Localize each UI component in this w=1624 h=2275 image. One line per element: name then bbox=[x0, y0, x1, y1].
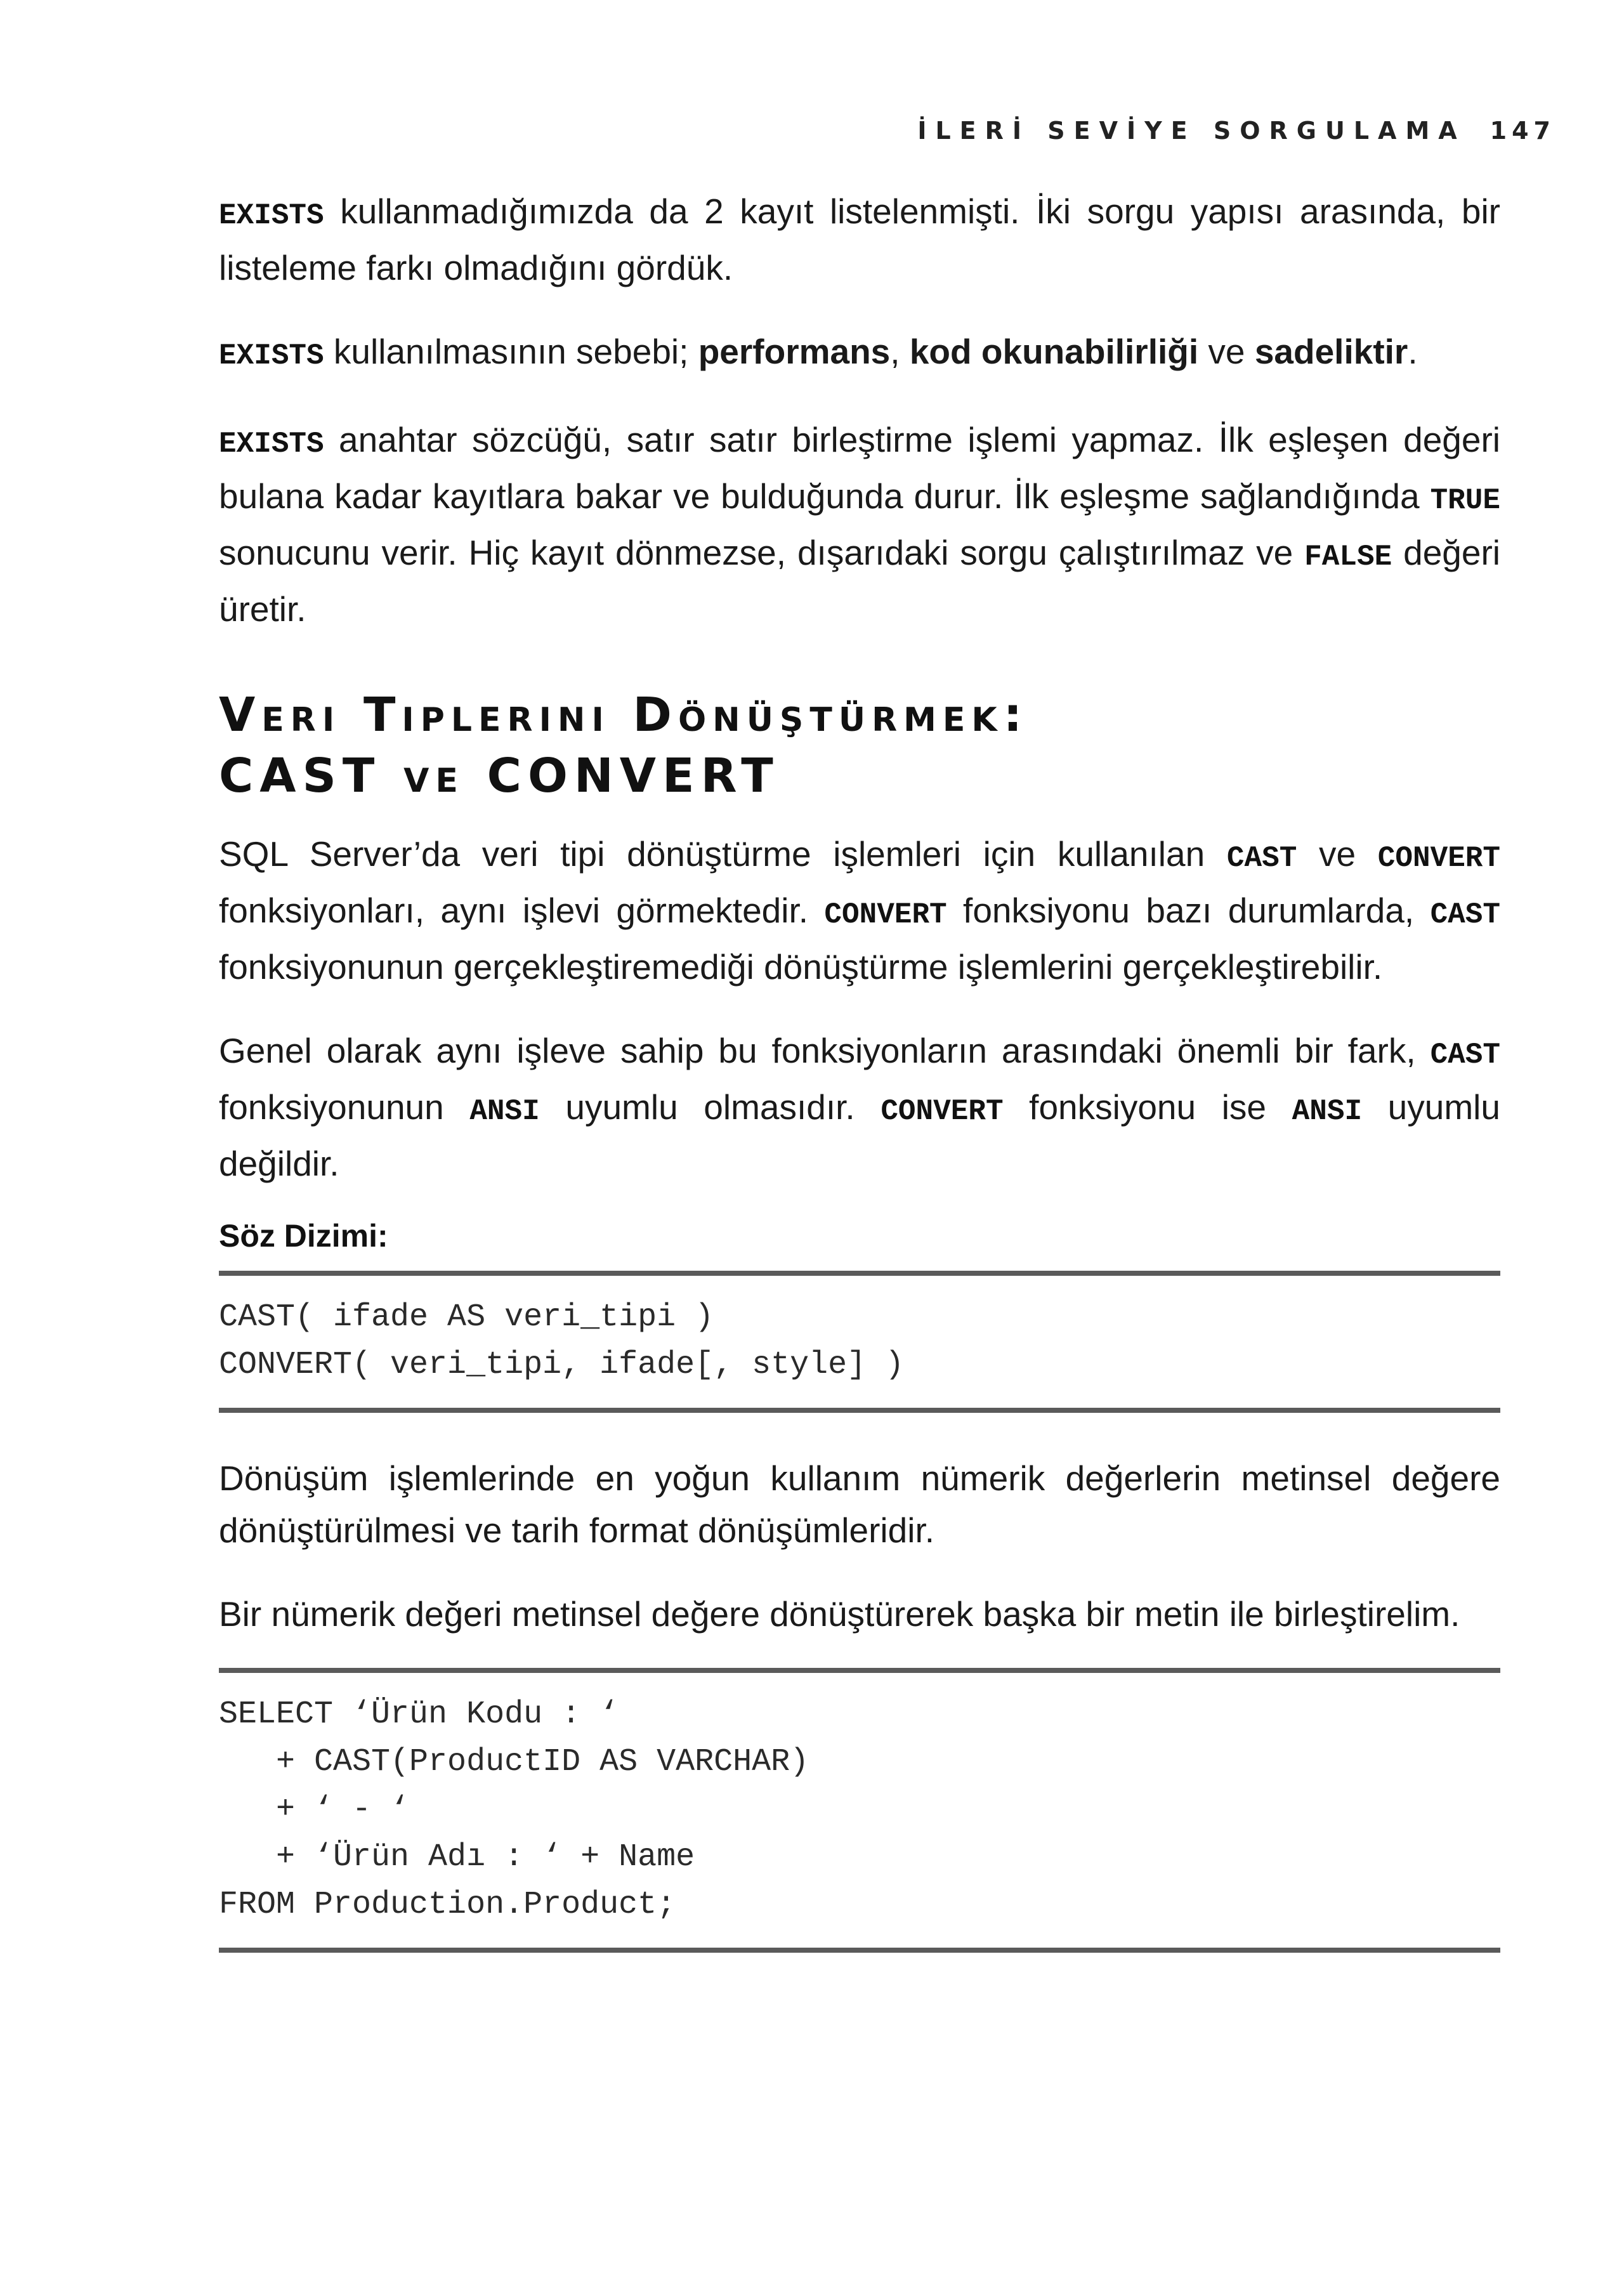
bold-term: kod okunabilirliği bbox=[909, 332, 1199, 371]
inline-code: CAST bbox=[1226, 842, 1297, 875]
inline-code: CONVERT bbox=[881, 1095, 1004, 1128]
inline-code: CAST bbox=[1430, 898, 1500, 931]
paragraph-text: anahtar sözcüğü, satır satır birleştirme işlemi yapmaz. İlk eşleşen değeri bulana kadar kayıtlara bakar ve bulduğunda durur. İlk eşleşme sağlandığında bbox=[219, 420, 1500, 516]
inline-code: CAST bbox=[1430, 1039, 1500, 1072]
paragraph-text: fonksiyonu bazı durumlarda, bbox=[946, 891, 1431, 930]
section-heading-line2: CAST ve CONVERT bbox=[219, 749, 780, 803]
paragraph-text: kullanmadığımızda da 2 kayıt listelenmişti. İki sorgu yapısı arasında, bir listeleme farkı olmadığını gördük. bbox=[219, 192, 1500, 287]
bold-term: sadeliktir bbox=[1254, 332, 1408, 371]
paragraph-exists-behavior bbox=[219, 414, 1500, 635]
paragraph-text: değeri üretir. bbox=[219, 533, 1501, 629]
paragraph-example-intro: Bir nümerik değeri metinsel değere dönüştürerek başka bir metin ile birleştirelim. bbox=[219, 1594, 1460, 1634]
paragraph-text: SQL Server’da veri tipi dönüştürme işlemleri için kullanılan bbox=[219, 834, 1227, 874]
paragraph-common-conversions: Dönüşüm işlemlerinde en yoğun kullanım nümerik değerlerin metinsel değere dönüştürülmesi ve tarih format dönüşümleridir. bbox=[219, 1459, 1500, 1550]
paragraph-text: fonksiyonları, aynı işlevi görmektedir. bbox=[219, 891, 825, 930]
paragraph-text: sonucunu verir. Hiç kayıt dönmezse, dışarıdaki sorgu çalıştırılmaz ve bbox=[219, 533, 1305, 572]
inline-code: EXISTS bbox=[219, 339, 324, 372]
inline-code: FALSE bbox=[1304, 541, 1392, 574]
code-line: CONVERT( veri_tipi, ifade[, style] ) bbox=[219, 1347, 905, 1383]
paragraph-text: Genel olarak aynı işleve sahip bu fonksiyonların arasındaki önemli bir fark, bbox=[219, 1031, 1431, 1070]
paragraph-text: , bbox=[890, 332, 910, 371]
paragraph-text: ve bbox=[1297, 834, 1378, 874]
page-content bbox=[219, 185, 1500, 1992]
paragraph-exists-count bbox=[219, 185, 1500, 294]
syntax-label: Söz Dizimi: bbox=[219, 1218, 388, 1254]
paragraph-text: fonksiyonunun bbox=[219, 1087, 470, 1127]
code-line: SELECT ‘Ürün Kodu : ‘ bbox=[219, 1696, 619, 1733]
inline-code: TRUE bbox=[1430, 484, 1500, 517]
paragraph-ansi-difference bbox=[219, 1025, 1500, 1190]
bold-term: performans bbox=[698, 332, 891, 371]
paragraph-text: uyumlu değildir. bbox=[219, 1087, 1500, 1183]
code-line: + ‘ - ‘ bbox=[219, 1792, 410, 1828]
paragraph-exists-reason bbox=[219, 325, 1500, 382]
paragraph-text: uyumlu olmasıdır. bbox=[539, 1087, 881, 1127]
code-line: FROM Production.Product; bbox=[219, 1887, 676, 1923]
inline-code: ANSI bbox=[1292, 1095, 1363, 1128]
paragraph-text: kullanılmasının sebebi; bbox=[324, 332, 698, 371]
page-number: 147 bbox=[1490, 117, 1555, 145]
running-title: İLERİ SEVİYE SORGULAMA bbox=[917, 117, 1466, 145]
paragraph-text: fonksiyonunun gerçekleştiremediği dönüştürme işlemlerini gerçekleştirebilir. bbox=[219, 947, 1383, 987]
inline-code: CONVERT bbox=[1377, 842, 1501, 875]
paragraph-text: fonksiyonu ise bbox=[1003, 1087, 1292, 1127]
example-code-block bbox=[219, 1668, 1500, 1953]
running-header bbox=[917, 117, 1555, 145]
inline-code: ANSI bbox=[469, 1095, 540, 1128]
inline-code: EXISTS bbox=[219, 428, 324, 461]
code-line: + ‘Ürün Adı : ‘ + Name bbox=[219, 1839, 695, 1875]
inline-code: CONVERT bbox=[824, 898, 947, 931]
code-line: + CAST(ProductID AS VARCHAR) bbox=[219, 1744, 809, 1780]
code-line: CAST( ifade AS veri_tipi ) bbox=[219, 1299, 714, 1335]
paragraph-text: ve bbox=[1198, 332, 1255, 371]
inline-code: EXISTS bbox=[219, 199, 324, 232]
section-heading bbox=[219, 685, 1500, 806]
paragraph-cast-convert-intro bbox=[219, 828, 1500, 993]
paragraph-text: . bbox=[1408, 332, 1418, 371]
syntax-code-block bbox=[219, 1271, 1500, 1413]
section-heading-line1: Veri Tiplerini Dönüştürmek: bbox=[219, 688, 1029, 742]
